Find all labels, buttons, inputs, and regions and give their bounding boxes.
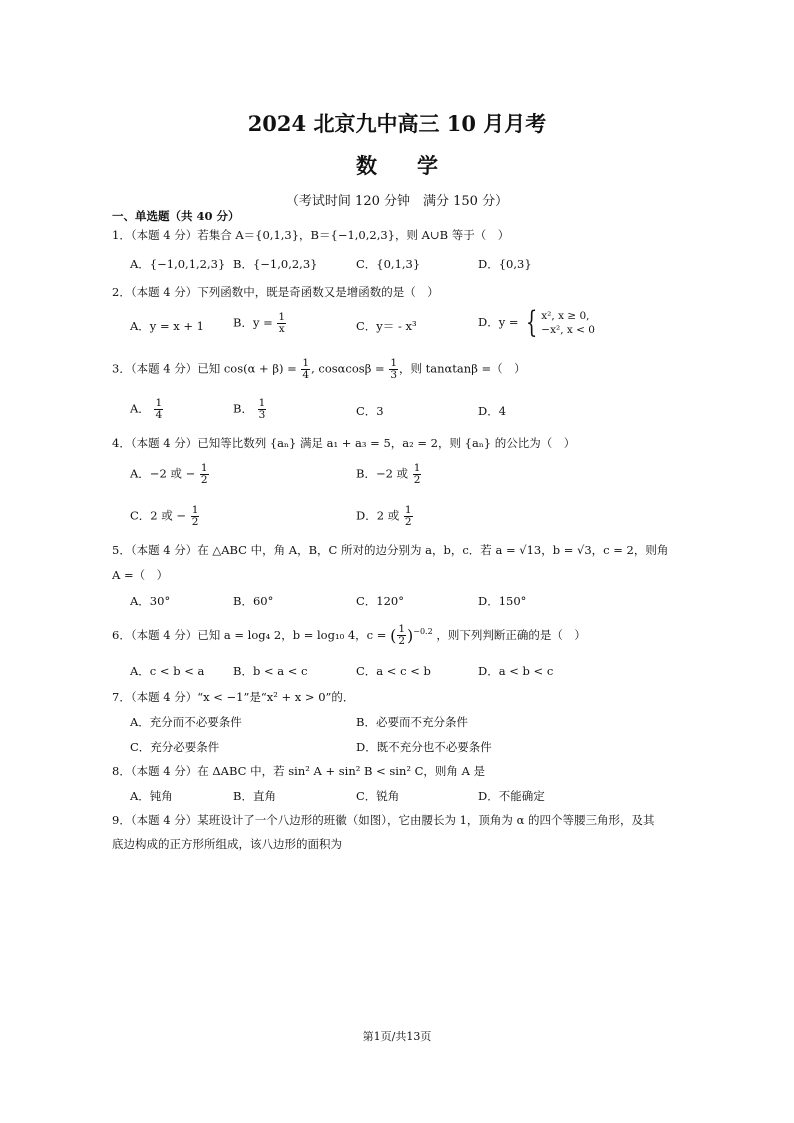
fraction-numerator: 1 [258,397,266,409]
question-7-option-b: B．必要而不充分条件 [356,715,468,729]
page-footer: 第1页/共13页 [362,1030,432,1043]
question-8-stem: 8．（本题 4 分）在 ΔABC 中，若 sin² A + sin² B < sin² C，则角 A 是 [112,764,486,778]
section-heading: 一、单选题（共 40 分） [112,209,240,223]
question-3-option-a [130,398,164,421]
question-6-exponent: −0.2 [413,627,433,636]
document-title: 2024 北京九中高三 10 月月考 [247,111,547,136]
question-3-option-c: C．3 [356,404,384,418]
fraction-denominator: 4 [302,369,310,381]
question-4-option-d-prefix: D．2 或 [356,508,400,523]
question-1-option-c: C．{0,1,3} [356,257,421,271]
fraction-numerator: 1 [404,504,412,516]
subject-heading: 数学 [356,153,478,178]
fraction-denominator: x [278,323,285,335]
question-4-option-b-fraction [413,463,422,486]
question-4-option-b [356,463,422,486]
fraction-numerator: 1 [390,357,397,369]
question-6-stem-suffix: ，则下列判断正确的是（ ） [436,627,586,642]
question-6-option-a: A．c < b < a [130,664,205,678]
question-3-fraction-2 [389,358,398,381]
fraction-numerator: 1 [398,623,405,636]
fraction-denominator: 2 [398,635,405,648]
left-brace-glyph: { [525,305,538,340]
option-label: A． [130,401,150,416]
fraction-denominator: 3 [258,409,266,421]
question-1-option-b: B．{−1,0,2,3} [233,257,318,271]
question-2-option-b-fraction [277,312,286,335]
question-2-option-d-prefix: D．y = [478,315,519,329]
fraction-numerator: 1 [302,357,310,369]
question-5-option-d: D．150° [478,594,527,608]
question-3-option-b-fraction [258,398,267,421]
question-4-option-c-prefix: C．2 或 − [130,508,187,523]
question-4-stem: 4．（本题 4 分）已知等比数列 {aₙ} 满足 a₁ + a₃ = 5，a₂ = 2，则 {aₙ} 的公比为（ ） [112,436,576,450]
question-5-stem-line-1: 5．（本题 4 分）在 △ABC 中，角 A，B，C 所对的边分别为 a，b，c．若 a = √13，b = √3，c = 2，则角 [112,543,669,557]
question-2-option-d [478,305,595,340]
fraction-denominator: 2 [191,516,199,528]
fraction-numerator: 1 [413,462,421,474]
question-3-stem-mid: , cosαcosβ = [311,361,385,376]
question-2-option-b-prefix: B．y = [233,315,273,330]
fraction-numerator: 1 [155,397,163,409]
question-3-option-b [233,398,267,421]
question-5-option-b: B．60° [233,594,274,608]
question-4-option-c [130,505,200,528]
piecewise-row-1: x², x ≥ 0, [541,310,590,322]
question-4-option-a [130,463,210,486]
fraction-denominator: 2 [413,474,421,486]
question-4-option-b-prefix: B．−2 或 [356,466,409,481]
question-4-option-d [356,505,414,528]
question-8-option-c: C．锐角 [356,789,400,803]
question-3-stem-prefix: 3．（本题 4 分）已知 cos(α + β) = [112,361,297,376]
question-6-fraction [397,624,406,647]
question-1-option-d: D．{0,3} [478,257,532,271]
question-7-option-d: D．既不充分也不必要条件 [356,740,492,754]
question-2-option-b [233,312,287,335]
question-7-option-a: A．充分而不必要条件 [130,715,242,729]
piecewise-row-2: −x², x < 0 [541,324,595,336]
question-8-option-d: D．不能确定 [478,789,545,803]
question-3-fraction-1 [301,358,310,381]
question-4-option-a-fraction [200,463,209,486]
piecewise-brace [522,305,595,340]
question-6-stem-prefix: 6．（本题 4 分）已知 a = log₄ 2，b = log₁₀ 4，c = [112,627,387,642]
fraction-numerator: 1 [191,504,199,516]
fraction-numerator: 1 [200,462,208,474]
question-2-option-a: A．y = x + 1 [130,319,204,333]
question-6-stem [112,624,586,647]
option-label: B． [233,401,253,416]
question-7-option-c: C．充分必要条件 [130,740,220,754]
fraction-denominator: 3 [390,369,397,381]
question-9-stem-line-1: 9．（本题 4 分）某班设计了一个八边形的班徽（如图），它由腰长为 1，顶角为 α 的四个等腰三角形，及其 [112,813,655,827]
exam-info: （考试时间 120 分钟 满分 150 分） [285,194,509,209]
fraction-denominator: 4 [155,409,163,421]
question-3-stem [112,358,526,381]
open-paren: ( [390,625,397,645]
question-6-option-d: D．a < b < c [478,664,554,678]
fraction-denominator: 2 [200,474,208,486]
question-5-stem-line-2: A =（ ） [112,568,169,582]
question-6-option-c: C．a < c < b [356,664,431,678]
question-4-option-c-fraction [191,505,200,528]
question-2-option-c: C．y＝ - x³ [356,319,417,333]
question-6-option-b: B．b < a < c [233,664,308,678]
question-9-stem-line-2: 底边构成的正方形所组成，该八边形的面积为 [112,837,342,851]
question-7-stem: 7．（本题 4 分）“x < −1”是“x² + x > 0”的． [112,690,355,704]
close-paren: ) [407,625,414,645]
question-5-option-a: A．30° [130,594,171,608]
question-3-stem-suffix: ，则 tanαtanβ =（ ） [399,361,526,376]
question-4-option-a-prefix: A．−2 或 − [130,466,196,481]
fraction-denominator: 2 [404,516,412,528]
question-8-option-b: B．直角 [233,789,276,803]
fraction-numerator: 1 [278,311,286,323]
question-3-option-d: D．4 [478,404,507,418]
question-5-option-c: C．120° [356,594,404,608]
question-8-option-a: A．钝角 [130,789,173,803]
question-2-stem: 2．（本题 4 分）下列函数中，既是奇函数又是增函数的是（ ） [112,285,439,299]
question-1-option-a: A．{−1,0,1,2,3} [130,257,226,271]
question-3-option-a-fraction [154,398,163,421]
question-4-option-d-fraction [404,505,413,528]
question-1-stem: 1．（本题 4 分）若集合 A＝{0,1,3}，B＝{−1,0,2,3}，则 A∪B 等于（ ） [112,228,510,242]
